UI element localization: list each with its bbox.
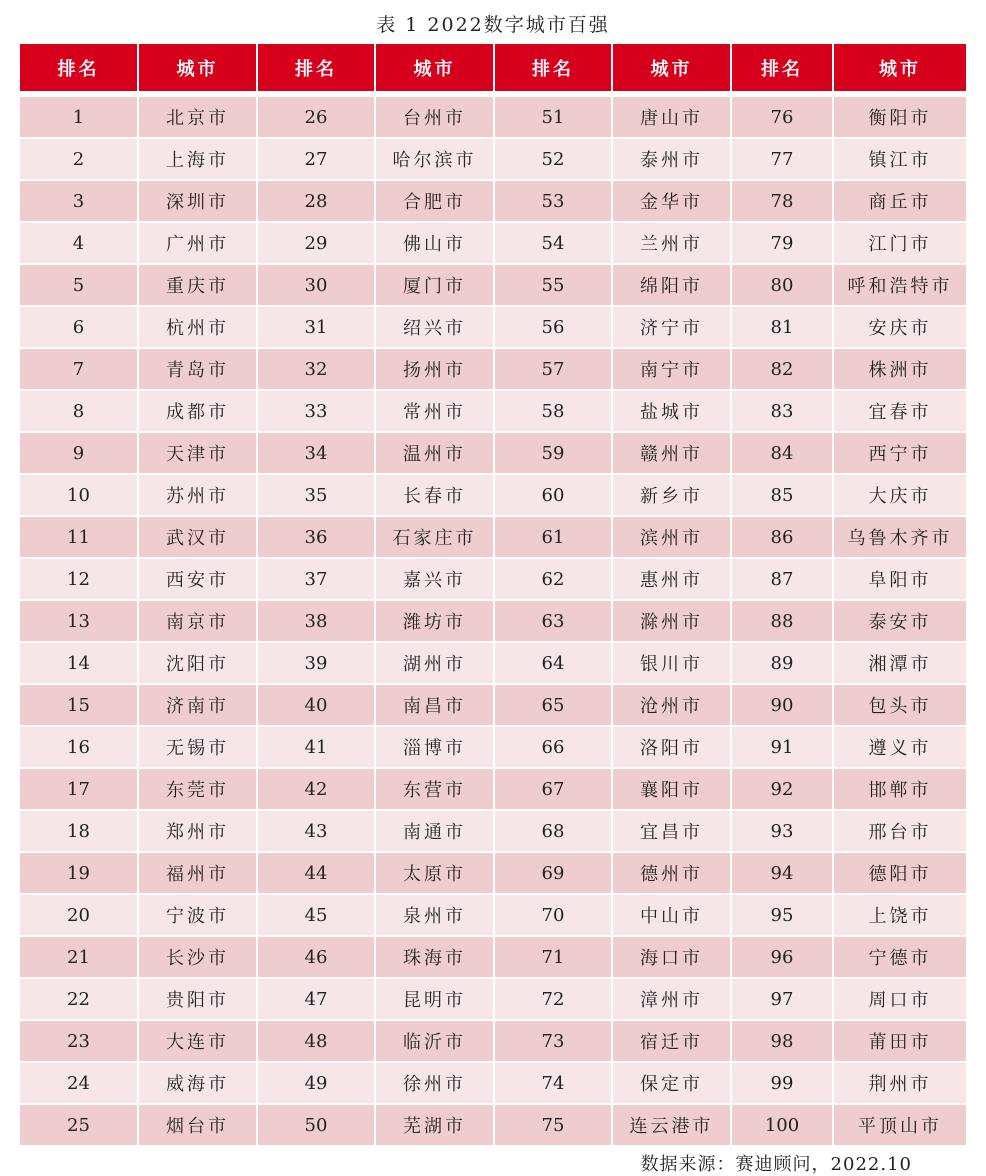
city-cell: 遵义市 [834,727,966,767]
city-cell: 合肥市 [376,181,493,221]
city-cell: 福州市 [139,853,256,893]
rank-cell: 97 [732,979,832,1019]
city-cell: 绵阳市 [613,265,730,305]
city-cell: 扬州市 [376,349,493,389]
rank-cell: 1 [20,97,137,137]
rank-cell: 38 [258,601,374,641]
city-cell: 德州市 [613,853,730,893]
rank-cell: 69 [495,853,611,893]
rank-cell: 68 [495,811,611,851]
rank-cell: 71 [495,937,611,977]
city-cell: 南通市 [376,811,493,851]
rank-cell: 99 [732,1063,832,1103]
column-header-rank: 排名 [258,44,374,91]
spacer-cell [495,93,611,95]
city-cell: 海口市 [613,937,730,977]
city-cell: 温州市 [376,433,493,473]
city-cell: 银川市 [613,643,730,683]
city-cell: 徐州市 [376,1063,493,1103]
city-cell: 江门市 [834,223,966,263]
rank-cell: 77 [732,139,832,179]
city-cell: 潍坊市 [376,601,493,641]
rank-cell: 54 [495,223,611,263]
rank-cell: 22 [20,979,137,1019]
spacer-row [20,93,966,95]
rank-cell: 91 [732,727,832,767]
source-note: 数据来源：赛迪顾问，2022.10 [640,1154,912,1175]
rank-cell: 52 [495,139,611,179]
rank-cell: 39 [258,643,374,683]
rank-cell: 87 [732,559,832,599]
city-cell: 台州市 [376,97,493,137]
city-cell: 泰州市 [613,139,730,179]
city-cell: 唐山市 [613,97,730,137]
city-cell: 长沙市 [139,937,256,977]
rank-cell: 19 [20,853,137,893]
city-cell: 芜湖市 [376,1105,493,1145]
rank-cell: 16 [20,727,137,767]
city-cell: 绍兴市 [376,307,493,347]
city-cell: 大连市 [139,1021,256,1061]
rank-cell: 86 [732,517,832,557]
table-header-row [20,44,966,91]
rank-cell: 18 [20,811,137,851]
rank-cell: 2 [20,139,137,179]
city-cell: 盐城市 [613,391,730,431]
table-row [20,139,966,179]
rank-cell: 37 [258,559,374,599]
rank-cell: 4 [20,223,137,263]
rank-cell: 36 [258,517,374,557]
rank-cell: 90 [732,685,832,725]
city-cell: 德阳市 [834,853,966,893]
column-header-city: 城市 [834,44,966,91]
city-cell: 湘潭市 [834,643,966,683]
rank-cell: 64 [495,643,611,683]
city-cell: 天津市 [139,433,256,473]
city-cell: 阜阳市 [834,559,966,599]
rank-cell: 94 [732,853,832,893]
city-cell: 金华市 [613,181,730,221]
table-row [20,601,966,641]
rank-cell: 83 [732,391,832,431]
city-cell: 石家庄市 [376,517,493,557]
spacer-cell [834,93,966,95]
rank-cell: 48 [258,1021,374,1061]
rank-cell: 44 [258,853,374,893]
rank-cell: 6 [20,307,137,347]
city-cell: 济宁市 [613,307,730,347]
rank-cell: 62 [495,559,611,599]
rank-cell: 70 [495,895,611,935]
city-cell: 杭州市 [139,307,256,347]
table-row [20,937,966,977]
city-cell: 沈阳市 [139,643,256,683]
rank-cell: 85 [732,475,832,515]
rank-cell: 100 [732,1105,832,1145]
table-row [20,1105,966,1145]
rank-cell: 73 [495,1021,611,1061]
rank-cell: 17 [20,769,137,809]
city-cell: 株洲市 [834,349,966,389]
spacer-cell [20,93,137,95]
city-cell: 南昌市 [376,685,493,725]
city-cell: 上海市 [139,139,256,179]
city-cell: 连云港市 [613,1105,730,1145]
rank-cell: 81 [732,307,832,347]
city-cell: 保定市 [613,1063,730,1103]
table-row [20,895,966,935]
table-row [20,853,966,893]
table-row [20,97,966,137]
city-cell: 威海市 [139,1063,256,1103]
rank-cell: 47 [258,979,374,1019]
rank-cell: 14 [20,643,137,683]
column-header-city: 城市 [613,44,730,91]
table-row [20,265,966,305]
city-cell: 珠海市 [376,937,493,977]
city-cell: 镇江市 [834,139,966,179]
spacer-cell [376,93,493,95]
rank-cell: 57 [495,349,611,389]
city-cell: 宜春市 [834,391,966,431]
city-cell: 商丘市 [834,181,966,221]
city-cell: 苏州市 [139,475,256,515]
table-row [20,223,966,263]
spacer-cell [139,93,256,95]
city-cell: 青岛市 [139,349,256,389]
table-row [20,1063,966,1103]
table-row [20,979,966,1019]
city-cell: 东营市 [376,769,493,809]
column-header-city: 城市 [376,44,493,91]
city-cell: 郑州市 [139,811,256,851]
city-cell: 安庆市 [834,307,966,347]
column-header-rank: 排名 [732,44,832,91]
column-header-rank: 排名 [495,44,611,91]
rank-cell: 72 [495,979,611,1019]
city-cell: 长春市 [376,475,493,515]
table-title: 表 1 2022数字城市百强 [376,14,610,36]
spacer-cell [732,93,832,95]
rank-cell: 34 [258,433,374,473]
rank-cell: 46 [258,937,374,977]
city-cell: 南宁市 [613,349,730,389]
rank-cell: 58 [495,391,611,431]
rank-cell: 65 [495,685,611,725]
rank-cell: 32 [258,349,374,389]
rank-cell: 95 [732,895,832,935]
rank-cell: 31 [258,307,374,347]
rank-cell: 13 [20,601,137,641]
city-cell: 邢台市 [834,811,966,851]
rank-cell: 12 [20,559,137,599]
spacer-cell [613,93,730,95]
city-cell: 南京市 [139,601,256,641]
city-cell: 重庆市 [139,265,256,305]
city-cell: 广州市 [139,223,256,263]
rank-cell: 82 [732,349,832,389]
city-cell: 无锡市 [139,727,256,767]
rank-cell: 59 [495,433,611,473]
table-row [20,727,966,767]
rank-cell: 55 [495,265,611,305]
rank-cell: 20 [20,895,137,935]
city-cell: 深圳市 [139,181,256,221]
rank-cell: 74 [495,1063,611,1103]
rank-cell: 66 [495,727,611,767]
table-row [20,307,966,347]
rank-cell: 51 [495,97,611,137]
rank-cell: 96 [732,937,832,977]
city-cell: 赣州市 [613,433,730,473]
city-cell: 佛山市 [376,223,493,263]
city-cell: 宁德市 [834,937,966,977]
rank-cell: 98 [732,1021,832,1061]
city-cell: 宁波市 [139,895,256,935]
rank-cell: 11 [20,517,137,557]
city-cell: 荆州市 [834,1063,966,1103]
city-cell: 襄阳市 [613,769,730,809]
rank-cell: 84 [732,433,832,473]
city-cell: 滨州市 [613,517,730,557]
rank-cell: 79 [732,223,832,263]
city-cell: 西宁市 [834,433,966,473]
rank-cell: 88 [732,601,832,641]
rank-cell: 89 [732,643,832,683]
city-cell: 湖州市 [376,643,493,683]
city-cell: 宜昌市 [613,811,730,851]
rank-cell: 33 [258,391,374,431]
city-cell: 太原市 [376,853,493,893]
city-cell: 厦门市 [376,265,493,305]
city-cell: 惠州市 [613,559,730,599]
city-cell: 临沂市 [376,1021,493,1061]
rank-cell: 29 [258,223,374,263]
city-cell: 东莞市 [139,769,256,809]
city-cell: 包头市 [834,685,966,725]
column-header-city: 城市 [139,44,256,91]
rank-cell: 7 [20,349,137,389]
rank-cell: 23 [20,1021,137,1061]
table-row [20,643,966,683]
rank-cell: 75 [495,1105,611,1145]
table-row [20,181,966,221]
city-cell: 邯郸市 [834,769,966,809]
table-row [20,559,966,599]
rank-cell: 28 [258,181,374,221]
rank-cell: 49 [258,1063,374,1103]
city-cell: 中山市 [613,895,730,935]
rank-cell: 27 [258,139,374,179]
rank-cell: 10 [20,475,137,515]
table-row [20,769,966,809]
city-cell: 昆明市 [376,979,493,1019]
city-cell: 西安市 [139,559,256,599]
rank-cell: 25 [20,1105,137,1145]
city-cell: 上饶市 [834,895,966,935]
rank-cell: 50 [258,1105,374,1145]
rank-cell: 80 [732,265,832,305]
city-cell: 乌鲁木齐市 [834,517,966,557]
table-row [20,1021,966,1061]
table-row [20,517,966,557]
rank-cell: 53 [495,181,611,221]
city-cell: 武汉市 [139,517,256,557]
rank-cell: 21 [20,937,137,977]
rank-cell: 15 [20,685,137,725]
city-cell: 成都市 [139,391,256,431]
city-cell: 北京市 [139,97,256,137]
table-row [20,475,966,515]
rank-cell: 92 [732,769,832,809]
rank-cell: 9 [20,433,137,473]
city-cell: 平顶山市 [834,1105,966,1145]
rank-cell: 40 [258,685,374,725]
rank-cell: 35 [258,475,374,515]
city-cell: 泰安市 [834,601,966,641]
rank-cell: 42 [258,769,374,809]
rank-cell: 63 [495,601,611,641]
rank-cell: 78 [732,181,832,221]
city-cell: 淄博市 [376,727,493,767]
rank-cell: 24 [20,1063,137,1103]
rank-cell: 56 [495,307,611,347]
table-row [20,433,966,473]
rank-cell: 43 [258,811,374,851]
city-cell: 呼和浩特市 [834,265,966,305]
city-cell: 宿迁市 [613,1021,730,1061]
city-cell: 洛阳市 [613,727,730,767]
rank-cell: 67 [495,769,611,809]
table-row [20,391,966,431]
rank-cell: 60 [495,475,611,515]
city-cell: 漳州市 [613,979,730,1019]
city-cell: 周口市 [834,979,966,1019]
city-cell: 哈尔滨市 [376,139,493,179]
spacer-cell [258,93,374,95]
city-cell: 兰州市 [613,223,730,263]
city-cell: 常州市 [376,391,493,431]
city-cell: 莆田市 [834,1021,966,1061]
rank-cell: 30 [258,265,374,305]
city-cell: 济南市 [139,685,256,725]
rank-cell: 61 [495,517,611,557]
table-row [20,685,966,725]
city-cell: 泉州市 [376,895,493,935]
city-cell: 贵阳市 [139,979,256,1019]
city-cell: 沧州市 [613,685,730,725]
table-row [20,811,966,851]
table-row [20,349,966,389]
city-cell: 烟台市 [139,1105,256,1145]
city-ranking-table [18,42,968,1147]
rank-cell: 76 [732,97,832,137]
city-cell: 滁州市 [613,601,730,641]
city-cell: 衡阳市 [834,97,966,137]
city-cell: 嘉兴市 [376,559,493,599]
city-cell: 大庆市 [834,475,966,515]
rank-cell: 41 [258,727,374,767]
city-cell: 新乡市 [613,475,730,515]
rank-cell: 26 [258,97,374,137]
rank-cell: 93 [732,811,832,851]
rank-cell: 45 [258,895,374,935]
rank-cell: 8 [20,391,137,431]
rank-cell: 3 [20,181,137,221]
rank-cell: 5 [20,265,137,305]
column-header-rank: 排名 [20,44,137,91]
